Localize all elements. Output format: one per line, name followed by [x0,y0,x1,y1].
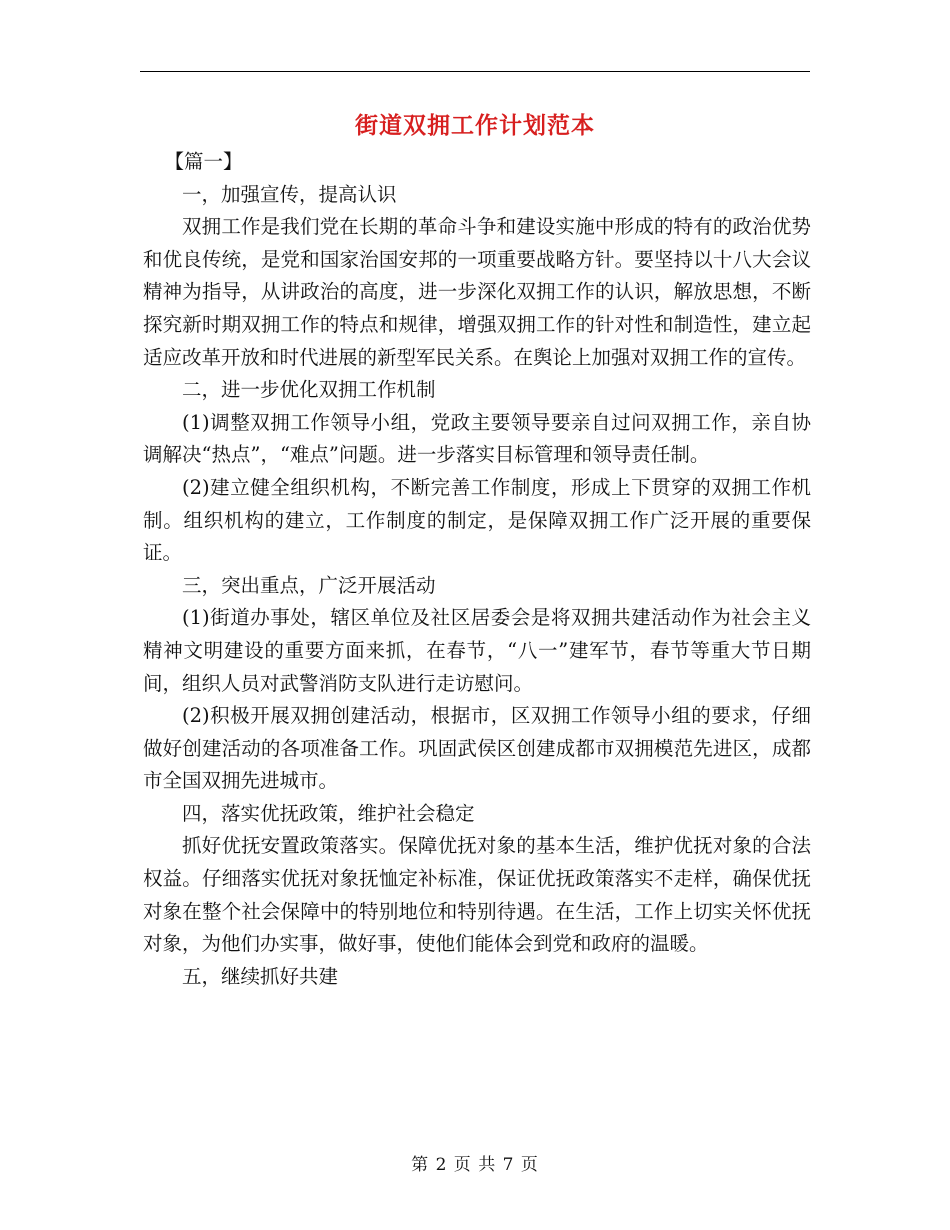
section-heading-5: 五，继续抓好共建 [182,964,339,988]
section-heading-2: 二，进一步优化双拥工作机制 [182,378,436,402]
document-title: 街道双拥工作计划范本 [355,112,595,139]
paragraph-4: 抓好优抚安置政策落实。保障优抚对象的基本生活，维护优抚对象的合法权益。仔细落实优抚对象抚恤定补标准，保证优抚政策落实不走样，确保优抚对象在整个社会保障中的特别地位和特别待遇。在生活，工作上切实关怀优抚对象，为他们办实事，做好事，使他们能体会到党和政府的温暖。 [143,834,811,956]
header-rule [140,71,810,72]
paragraph-3-2: (2)积极开展双拥创建活动，根据市，区双拥工作领导小组的要求，仔细做好创建活动的各项准备工作。巩固武侯区创建成都市双拥模范先进区，成都市全国双拥先进城市。 [143,704,811,793]
document-body [143,146,811,993]
paragraph-1: 双拥工作是我们党在长期的革命斗争和建设实施中形成的特有的政治优势和优良传统，是党和国家治国安邦的一项重要战略方针。要坚持以十八大会议精神为指导，从讲政治的高度，进一步深化双拥工作的认识，解放思想，不断探究新时期双拥工作的特点和规律，增强双拥工作的针对性和制造性，建立起适应改革开放和时代进展的新型军民关系。在舆论上加强对双拥工作的宣传。 [143,215,811,369]
section-heading-3: 三，突出重点，广泛开展活动 [182,573,436,597]
page-number: 第 2 页 共 7 页 [411,1155,539,1175]
section-heading-1: 一，加强宣传，提高认识 [182,182,397,206]
paragraph-2-2: (2)建立健全组织机构，不断完善工作制度，形成上下贯穿的双拥工作机制。组织机构的建立，工作制度的制定，是保障双拥工作广泛开展的重要保证。 [143,475,811,565]
paragraph-2-1: (1)调整双拥工作领导小组，党政主要领导要亲自过问双拥工作，亲自协调解决“热点”，“难点”问题。进一步落实目标管理和领导责任制。 [143,410,811,467]
section-heading-part-one: 【篇一】 [164,150,243,173]
section-heading-4: 四，落实优抚政策，维护社会稳定 [182,801,475,825]
paragraph-3-1: (1)街道办事处，辖区单位及社区居委会是将双拥共建活动作为社会主义精神文明建设的重要方面来抓，在春节，“八一”建军节，春节等重大节日期间，组织人员对武警消防支队进行走访慰问。 [143,606,811,695]
